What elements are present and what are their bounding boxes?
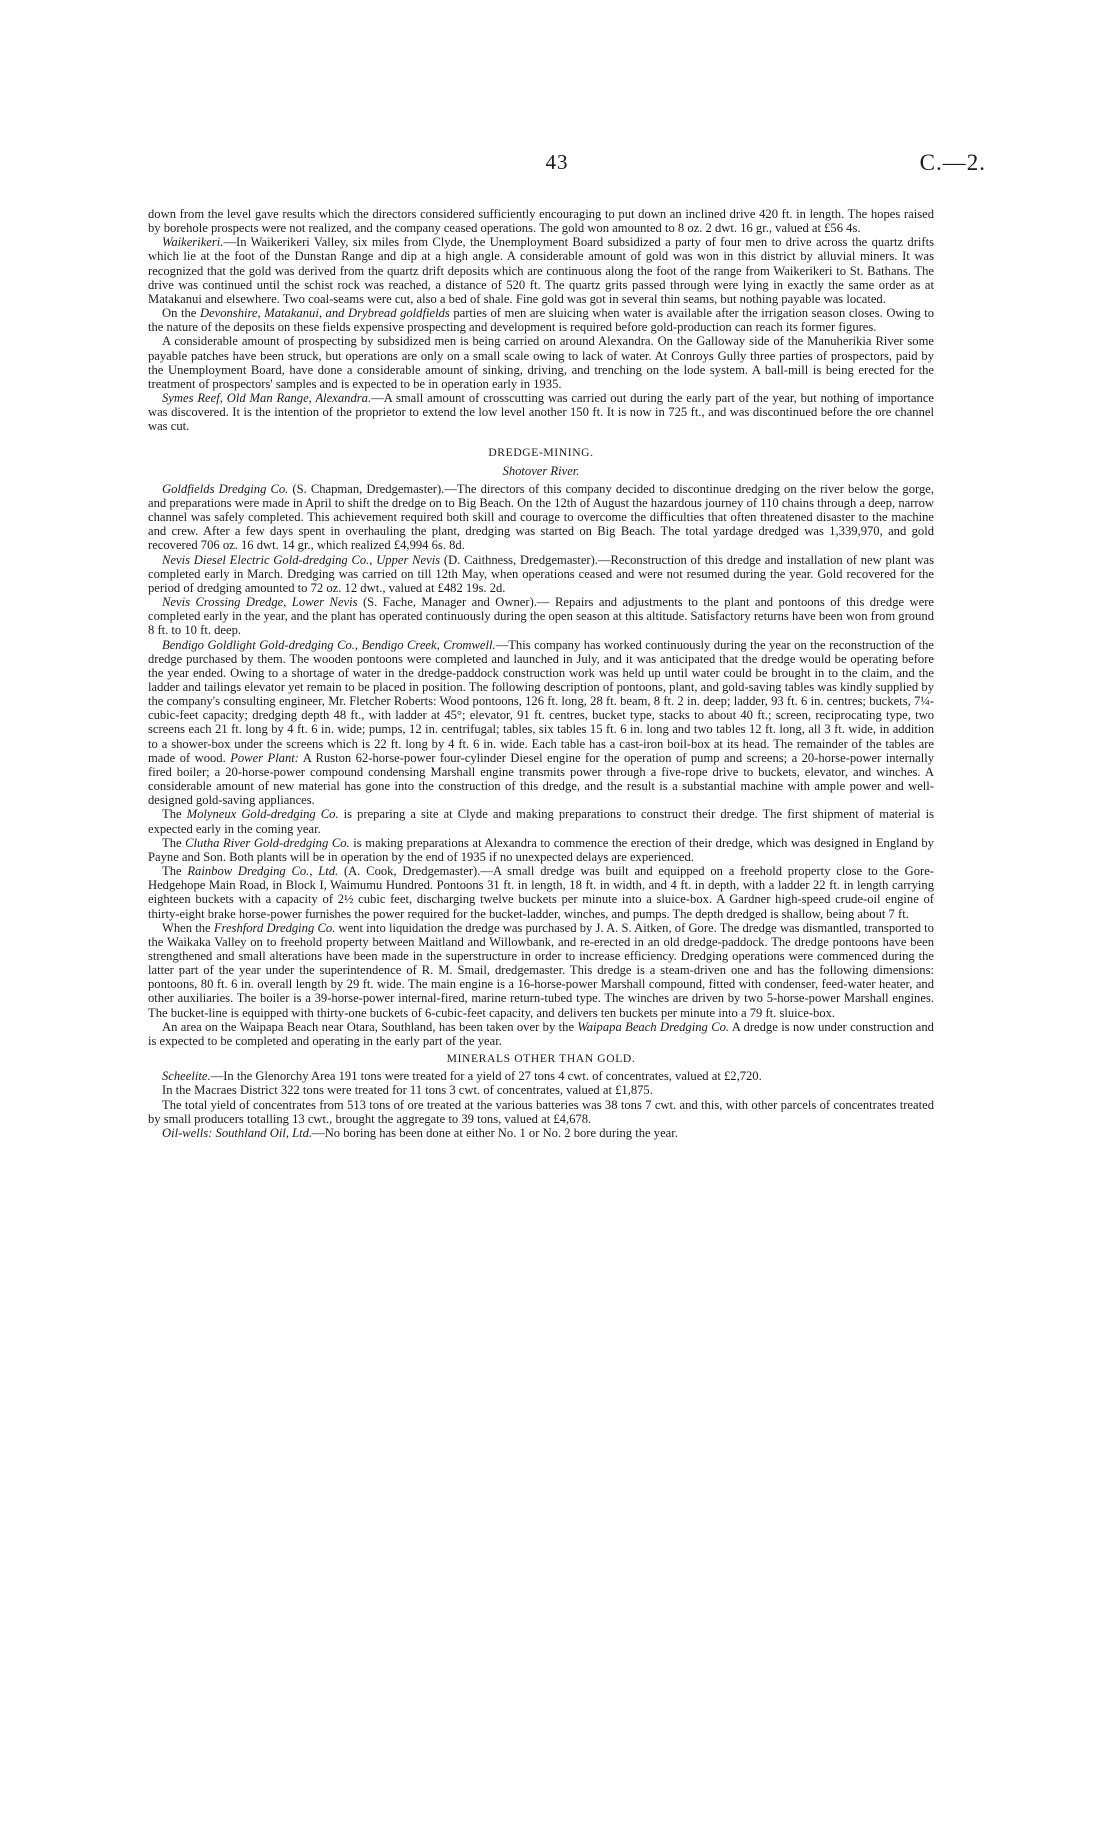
paragraph-text: (D. Caithness, Dredgemaster).—Reconstruction of this dredge and installation of new plant was completed early in March. Dredging was carried on till 12th May, when operations ceased and were not resumed during the year. Gold recovered for the period of dredging amounted to 72 oz. 12 dwt., valued at £482 19s. 2d. bbox=[148, 552, 934, 595]
paragraph-text: —In the Glenorchy Area 191 tons were treated for a yield of 27 tons 4 cwt. of concentrates, valued at £2,720. bbox=[210, 1069, 762, 1084]
paragraph bbox=[148, 235, 934, 306]
italic-lead: Clutha River Gold-dredging Co. bbox=[185, 835, 350, 850]
italic-lead: Rainbow Dredging Co., Ltd. bbox=[187, 864, 339, 879]
italic-lead: Oil-wells: Southland Oil, Ltd. bbox=[162, 1125, 313, 1140]
italic-lead: Nevis Crossing Dredge, Lower Nevis bbox=[162, 595, 358, 610]
italic-lead: Waipapa Beach Dredging Co. bbox=[577, 1019, 730, 1034]
paragraph: A considerable amount of prospecting by subsidized men is being carried on around Alexandra. On the Galloway side of the Manuherikia River some payable patches have been struck, but operations are only on a small scale owing to lack of water. At Conroys Gully three parties of prospectors, paid by the Unemployment Board, have done a considerable amount of sinking, driving, and trenching on the lode system. A ball-mill is being erected for the treatment of prospectors' samples and is expected to be in operation early in 1935. bbox=[148, 334, 934, 391]
paragraph-text: A dredge is now under construction and is expected to be completed and operating in the early part of the year. bbox=[148, 1019, 934, 1048]
paragraph: down from the level gave results which the directors considered sufficiently encouraging to put down an inclined drive 420 ft. in length. The hopes raised by borehole prospects were not realized, and the company ceased operations. The gold won amounted to 8 oz. 2 dwt. 16 gr., valued at £56 4s. bbox=[148, 207, 934, 236]
paragraph bbox=[148, 1020, 934, 1048]
document-code: C.—2. bbox=[919, 150, 986, 175]
paragraph-text: (S. Chapman, Dredgemaster).—The directors of this company decided to discontinue dredging on the river below the gorge, and preparations were made in April to shift the dredge on to Big Beach. On the 12th of August the hazardous journey of 110 chains through a deep, narrow channel was safely completed. This achievement required both skill and courage to overcome the difficulties that often threatened disaster to the machine and crew. After a few days spent in overhauling the plant, dredging was started on Big Beach. The total yardage dredged was 1,339,970, and gold recovered 706 oz. 16 dwt. 14 gr., which realized £4,994 6s. 8d. bbox=[148, 481, 934, 553]
paragraph-text: (A. Cook, Dredgemaster).—A small dredge was built and equipped on a freehold property close to the Gore-Hedgehope Main Road, in Block I, Waimumu Hundred. Pontoons 31 ft. in length, 18 ft. in width, and 4 ft. in depth, with a ladder 22 ft. in length carrying eighteen buckets with a capacity of 2½ cubic feet, discharging twelve buckets per minute into a sluice-box. A Gardner high-speed crude-oil engine of thirty-eight brake horse-power furnishes the power required for the bucket-ladder, winches, and pumps. The depth dredged is shallow, being about 7 ft. bbox=[148, 864, 934, 921]
paragraph bbox=[148, 864, 934, 921]
paragraph-pre: The bbox=[162, 864, 188, 879]
paragraph bbox=[148, 836, 934, 864]
italic-lead: Nevis Diesel Electric Gold-dredging Co., Upper Nevis bbox=[162, 552, 441, 567]
paragraph-pre: When the bbox=[162, 920, 214, 935]
paragraph-text: A Ruston 62-horse-power four-cylinder Diesel engine for the operation of pump and screens; a 20-horse-power internally fired boiler; a 20-horse-power compound condensing Marshall engine transmits power through a five-rope drive to buckets, elevator, and winches. A considerable amount of new material has gone into the construction of this dredge, and the result is a substantial machine with ample power and well-designed gold-saving appliances. bbox=[148, 750, 935, 808]
paragraph bbox=[148, 638, 934, 808]
paragraph-pre: The bbox=[162, 835, 186, 850]
italic-lead: Waikerikeri. bbox=[162, 235, 224, 250]
paragraph bbox=[148, 1069, 934, 1083]
subsection-heading-shotover: Shotover River. bbox=[502, 463, 580, 478]
italic-lead: Goldfields Dredging Co. bbox=[162, 481, 289, 496]
paragraph bbox=[148, 1126, 934, 1140]
paragraph-text: went into liquidation the dredge was purchased by J. A. S. Aitken, of Gore. The dredge was dismantled, transported to the Waikaka Valley on to freehold property between Maitland and Willowbank, and re-erected in an old dredge-paddock. The dredge pontoons have been strengthened and small alterations have been made in the superstructure in order to increase efficiency. Dredging operations were commenced during the latter part of the year under the superintendence of R. M. Smail, dredgemaster. This dredge is a steam-driven one and has the following dimensions: pontoons, 80 ft. 6 in. overall length by 29 ft. wide. The main engine is a 16-horse-power Marshall compound, fitted with condenser, feed-water heater, and other auxiliaries. The boiler is a 39-horse-power internal-fired, marine return-tubed type. The winches are driven by two 5-horse-power Marshall engines. The bucket-line is equipped with thirty-one buckets of 6-cubic-feet capacity, and delivers ten buckets per minute into a 79 ft. sluice-box. bbox=[148, 920, 934, 1020]
paragraph bbox=[148, 807, 934, 835]
italic-lead: Freshford Dredging Co. bbox=[213, 920, 336, 935]
italic-lead: Scheelite. bbox=[162, 1069, 211, 1084]
paragraph bbox=[148, 921, 934, 1020]
paragraph-pre: On the bbox=[162, 306, 200, 321]
paragraph-pre: The bbox=[162, 807, 187, 822]
paragraph bbox=[148, 553, 934, 595]
italic-lead: Devonshire, Matakanui, and Drybread goldfields bbox=[199, 306, 450, 321]
italic-lead: Symes Reef, Old Man Range, Alexandra. bbox=[162, 391, 372, 406]
paragraph-text: is preparing a site at Clyde and making preparations to construct their dredge. The first shipment of material is expected early in the coming year. bbox=[148, 807, 934, 836]
italic-inline: Power Plant: bbox=[230, 750, 299, 765]
paragraph-pre: An area on the Waipapa Beach near Otara, Southland, has been taken over by the bbox=[162, 1019, 578, 1034]
paragraph-text: —This company has worked continuously during the year on the reconstruction of the dredge purchased by them. The wooden pontoons were completed and launched in July, and it was anticipated that the dredge would be operating before the year ended. Owing to a shortage of water in the dredge-paddock construction work was held up until water could be brought in to the claim, and the ladder and tailings elevator yet remain to be placed in position. The following description of pontoons, plant, and gold-saving tables was kindly supplied by the company's consulting engineer, Mr. Fletcher Roberts: Wood pontoons, 126 ft. long, 28 ft. beam, 8 ft. 2 in. deep; ladder, 93 ft. 6 in. centres; buckets, 7¼-cubic-feet capacity; dredging depth 48 ft., with ladder at 45°; elevator, 91 ft. centres, bucket type, stacks to about 40 ft.; screen, reciprocating type, two screens each 21 ft. long by 4 ft. 6 in. wide; pumps, 12 in. centrifugal; tables, six tables 15 ft. 6 in. long and two tables 12 ft. long, all 3 ft. wide, in addition to a shower-box under the screens which is 22 ft. long by 4 ft. 6 in. wide. Each table has a cast-iron boil-box at its head. The remainder of the tables are made of wood. bbox=[148, 637, 934, 765]
italic-lead: Molyneux Gold-dredging Co. bbox=[186, 807, 339, 822]
page-number: 43 bbox=[545, 150, 569, 174]
paragraph-text: (S. Fache, Manager and Owner).— Repairs and adjustments to the plant and pontoons of this dredge were completed early in the year, and the plant has operated continuously during the open season at this altitude. Satisfactory returns have been won from ground 8 ft. to 10 ft. deep. bbox=[148, 595, 935, 638]
paragraph bbox=[148, 482, 934, 553]
paragraph bbox=[148, 391, 934, 433]
italic-lead: Bendigo Goldlight Gold-dredging Co., Bendigo Creek, Cromwell. bbox=[162, 637, 496, 652]
paragraph-text: parties of men are sluicing when water is available after the irrigation season closes. Owing to the nature of the deposits on these fields expensive prospecting and development is required before gold-production can reach its former figures. bbox=[148, 306, 934, 335]
section-heading-dredge-mining: DREDGE-MINING. bbox=[488, 445, 594, 459]
paragraph-text: —A small amount of crosscutting was carried out during the early part of the year, but nothing of importance was discovered. It is the intention of the proprietor to extend the low level another 150 ft. It is now in 725 ft., and was discontinued before the ore channel was cut. bbox=[148, 391, 935, 434]
paragraph: The total yield of concentrates from 513 tons of ore treated at the various batteries was 38 tons 7 cwt. and this, with other parcels of concentrates treated by small producers totalling 13 cwt., brought the aggregate to 39 tons, valued at £4,678. bbox=[148, 1097, 934, 1126]
body-text bbox=[148, 207, 934, 1140]
section-heading-minerals: MINERALS OTHER THAN GOLD. bbox=[446, 1052, 636, 1066]
paragraph bbox=[148, 306, 934, 334]
paragraph-text: is making preparations at Alexandra to commence the erection of their dredge, which was designed in England by Payne and Son. Both plants will be in operation by the end of 1935 if no unexpected delays are experienced. bbox=[148, 835, 934, 864]
paragraph-text: —In Waikerikeri Valley, six miles from Clyde, the Unemployment Board subsidized a party of four men to drive across the quartz drifts which lie at the foot of the Dunstan Range and dip at a high angle. A considerable amount of gold was won in this district by alluvial miners. It was recognized that the gold was derived from the quartz drift deposits which are continuous along the foot of the range from Waikerikeri to St. Bathans. The drive was continued until the schist rock was reached, a distance of 520 ft. The quartz grits passed through were lying in exactly the same order as at Matakanui and elsewhere. Two coal-seams were cut, also a bed of shale. Fine gold was got in several thin seams, but nothing payable was located. bbox=[148, 235, 934, 306]
paragraph-text: —No boring has been done at either No. 1 or No. 2 bore during the year. bbox=[312, 1125, 678, 1140]
paragraph bbox=[148, 595, 934, 637]
paragraph: In the Macraes District 322 tons were treated for 11 tons 3 cwt. of concentrates, valued at £1,875. bbox=[162, 1083, 653, 1098]
